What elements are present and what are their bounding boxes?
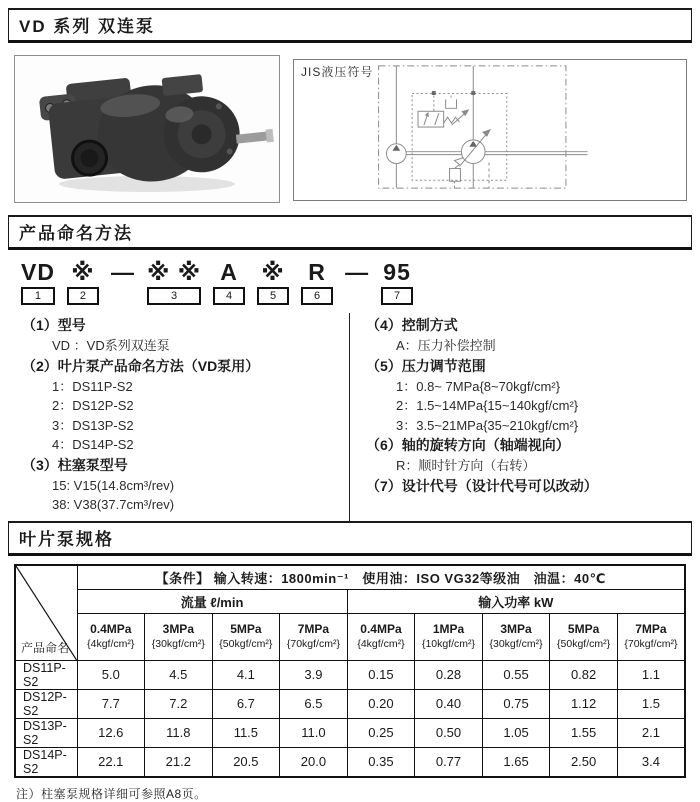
spec-value-cell: 7.2 [145,689,213,718]
spec-value-cell: 0.28 [415,660,483,689]
hydraulic-circuit-diagram [294,60,686,200]
explanation-line: 1：DS11P-S2 [52,378,133,394]
spec-value-cell: 7.7 [77,689,145,718]
spec-value-cell: 4.5 [145,660,213,689]
code-position-box: 7 [381,287,413,305]
explanation-item [366,476,686,497]
table-conditions-row [15,565,685,590]
code-segment [21,260,55,305]
spec-value-cell: 5.0 [77,660,145,689]
spec-row [15,689,685,718]
spec-value-cell: 0.50 [415,718,483,747]
pressure-header: 0.4MPa {4kgf/cm²} [347,613,415,660]
explanation-heading: （3）柱塞泵型号 [22,456,128,473]
naming-explanations [14,313,686,521]
code-segment [213,260,245,305]
explanation-item [22,455,339,515]
code-segment-text: — [345,259,370,285]
explanation-line: R：顺时针方向（右转） [396,458,536,474]
media-row [14,55,692,203]
explanation-item [22,356,339,455]
page-title: VD 系列 双连泵 [8,8,692,43]
model-name-cell: DS13P-S2 [15,718,77,747]
code-segment-text: A [220,259,238,285]
spec-value-cell: 12.6 [77,718,145,747]
pump-photo-illustration [15,56,279,202]
code-segment [111,260,135,284]
pressure-header: 7MPa {70kgf/cm²} [280,613,348,660]
pressure-header: 5MPa {50kgf/cm²} [550,613,618,660]
explanation-heading: （2）叶片泵产品命名方法（VD泵用） [22,357,260,374]
code-segment-text: — [110,259,135,285]
explanation-item [366,356,686,436]
code-position-box: 6 [301,287,333,305]
spec-value-cell: 11.5 [212,718,280,747]
pressure-header: 7MPa {70kgf/cm²} [617,613,685,660]
code-position-box: 1 [21,287,55,305]
spec-row [15,747,685,777]
group-header: 流量 ℓ/min [77,589,347,613]
spec-value-cell: 0.40 [415,689,483,718]
spec-value-cell: 0.25 [347,718,415,747]
test-conditions: 【条件】 输入转速：1800min⁻¹ 使用油：ISO VG32等级油 油温：40℃ [77,565,685,590]
model-name-cell: DS14P-S2 [15,747,77,777]
table-corner-cell [15,565,77,661]
explanation-line: 15: V15(14.8cm³/rev) [52,477,175,493]
code-position-box: 2 [67,287,99,305]
spec-value-cell: 21.2 [145,747,213,777]
pressure-header: 3MPa {30kgf/cm²} [145,613,213,660]
explanation-line: 3：3.5~21MPa{35~210kgf/cm²} [396,417,579,433]
code-segment [381,260,413,305]
spec-value-cell: 1.5 [617,689,685,718]
spec-value-cell: 0.75 [482,689,550,718]
explanation-heading: （5）压力调节范围 [366,357,486,374]
code-segment [345,260,369,284]
spec-value-cell: 20.5 [212,747,280,777]
code-position-box: 3 [147,287,201,305]
pressure-header: 0.4MPa {4kgf/cm²} [77,613,145,660]
code-segment [67,260,99,305]
pump-photo [14,55,280,203]
spec-value-cell: 1.65 [482,747,550,777]
model-name-cell: DS11P-S2 [15,660,77,689]
spec-value-cell: 3.4 [617,747,685,777]
jis-symbol-label: JIS液压符号 [301,65,374,79]
code-position-box: 5 [257,287,289,305]
code-segment-text: VD [21,259,55,285]
code-segment [147,260,201,305]
code-position-box: 4 [213,287,245,305]
spec-value-cell: 22.1 [77,747,145,777]
spec-value-cell: 0.82 [550,660,618,689]
section-header-specs: 叶片泵规格 [8,521,692,556]
spec-value-cell: 0.15 [347,660,415,689]
spec-value-cell: 6.7 [212,689,280,718]
explanation-item [22,315,339,356]
spec-value-cell: 2.50 [550,747,618,777]
model-name-cell: DS12P-S2 [15,689,77,718]
code-segment-text: R [308,259,326,285]
spec-value-cell: 3.9 [280,660,348,689]
explanation-line: 3：DS13P-S2 [52,417,134,433]
code-segment-text: ※ [261,259,285,285]
footnote: 注）柱塞泵规格详细可参照A8页。 [16,786,207,801]
explanation-heading: （7）设计代号（设计代号可以改动） [366,477,598,494]
explanation-line: A：压力补偿控制 [396,338,496,354]
table-pressure-row [15,613,685,660]
explanation-line: 2：1.5~14MPa{15~140kgf/cm²} [396,398,579,414]
model-code-row [21,260,692,305]
spec-value-cell: 0.77 [415,747,483,777]
corner-label: 产品命名 [21,640,70,655]
spec-value-cell: 1.12 [550,689,618,718]
spec-value-cell: 11.8 [145,718,213,747]
spec-value-cell: 0.20 [347,689,415,718]
explanation-line: 38: V38(37.7cm³/rev) [52,497,175,513]
pressure-header: 1MPa {10kgf/cm²} [415,613,483,660]
code-segment-text: ※ ※ [146,259,202,285]
code-segment [257,260,289,305]
spec-row [15,718,685,747]
explanation-heading: （4）控制方式 [366,317,458,334]
vane-pump-spec-table [14,564,686,778]
explanation-item [366,315,686,356]
explanation-item [366,435,686,476]
spec-value-cell: 0.35 [347,747,415,777]
table-group-row [15,589,685,613]
section-header-naming: 产品命名方法 [8,215,692,250]
code-segment-text: ※ [71,259,95,285]
pressure-header: 5MPa {50kgf/cm²} [212,613,280,660]
code-segment-text: 95 [383,259,411,285]
spec-value-cell: 2.1 [617,718,685,747]
spec-value-cell: 1.05 [482,718,550,747]
explanation-line: 1：0.8~ 7MPa{8~70kgf/cm²} [396,378,561,394]
spec-value-cell: 11.0 [280,718,348,747]
explanation-column-left [14,313,350,521]
spec-value-cell: 1.55 [550,718,618,747]
explanation-column-right [350,313,686,521]
explanation-line: 4：DS14P-S2 [52,437,134,453]
group-header: 输入功率 kW [347,589,685,613]
explanation-line: 2：DS12P-S2 [52,398,134,414]
explanation-line: VD ：VD系列双连泵 [52,338,170,354]
spec-row [15,660,685,689]
pressure-header: 3MPa {30kgf/cm²} [482,613,550,660]
spec-value-cell: 6.5 [280,689,348,718]
explanation-heading: （1）型号 [22,317,86,334]
explanation-heading: （6）轴的旋转方向（轴端视向） [366,437,570,454]
code-segment [301,260,333,305]
spec-value-cell: 0.55 [482,660,550,689]
spec-value-cell: 20.0 [280,747,348,777]
spec-value-cell: 1.1 [617,660,685,689]
jis-symbol-panel [293,59,687,201]
spec-value-cell: 4.1 [212,660,280,689]
